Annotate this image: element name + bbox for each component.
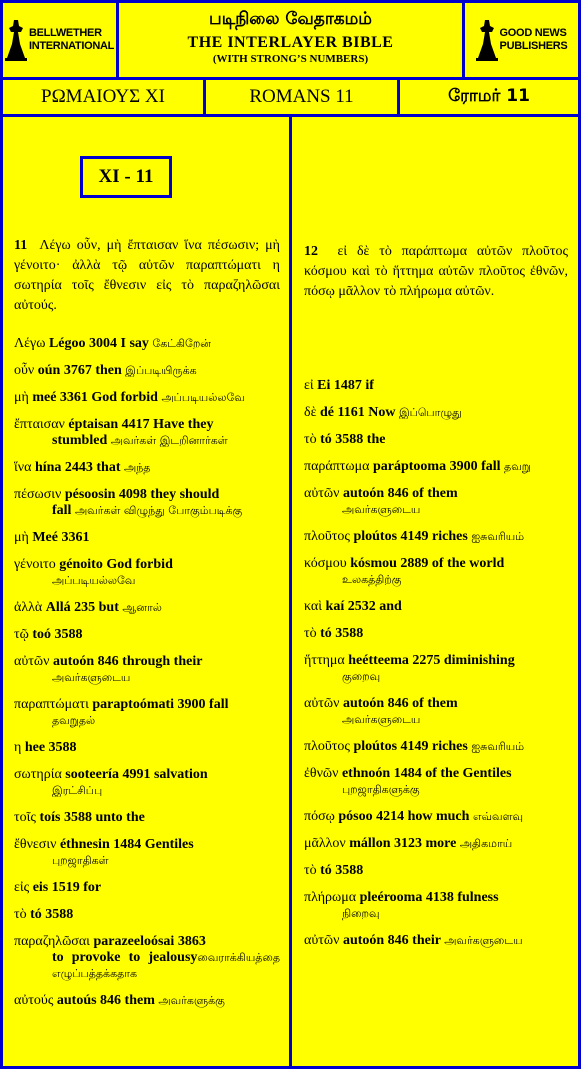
word-entry (14, 460, 280, 476)
word-entry (14, 810, 280, 826)
translit-strongs-gloss: autoón 846 their (339, 933, 445, 948)
good-news-logo (476, 18, 568, 62)
entry-continuation (14, 783, 280, 799)
greek-word: κόσμου (304, 556, 347, 571)
translit-strongs-gloss: génoito God forbid (55, 557, 173, 572)
translit-strongs-gloss: Ei 1487 if (313, 378, 374, 393)
word-entry (304, 486, 568, 518)
book-title-english: ROMANS 11 (206, 80, 397, 114)
translit-strongs-gloss: pósoo 4214 how much (334, 809, 473, 824)
right-logo-line2: PUBLISHERS (499, 40, 568, 52)
tamil-continuation: இரட்சிப்பு (52, 784, 103, 797)
book-title-greek: ΡΩΜΑΙΟΥΣ XI (3, 80, 203, 114)
translit-strongs-gloss: sooteería 4991 salvation (61, 767, 208, 782)
shepherd-figure-icon (476, 18, 498, 62)
tamil-gloss: கேட்கிறேன் (152, 337, 211, 350)
greek-word: ἔθνεσιν (14, 837, 57, 852)
verse-number: 11 (14, 238, 28, 253)
greek-word: η (14, 740, 22, 755)
tamil-gloss: எவ்வளவு (472, 810, 524, 823)
word-entry (14, 600, 280, 616)
greek-word: μὴ (14, 530, 29, 545)
greek-word: πόσῳ (304, 809, 335, 824)
tamil-continuation: அவர்களுடைய (342, 713, 421, 726)
greek-word: αὐτῶν (14, 654, 50, 669)
title-cell (119, 3, 462, 77)
word-entry (14, 336, 280, 352)
entry-continuation (304, 502, 568, 518)
greek-word: πέσωσιν (14, 487, 62, 502)
ram-figure-icon (5, 18, 27, 62)
word-entry (304, 556, 568, 588)
entry-continuation (14, 433, 280, 449)
bellwether-logo (5, 18, 114, 62)
tamil-continuation: அவர்கள் விழுந்து போகும்படிக்கு (74, 504, 243, 517)
word-entry (304, 599, 568, 615)
title-tamil: படிநிலை வேதாகமம் (209, 9, 372, 29)
greek-word: εἰς (14, 880, 30, 895)
greek-word: γένοιτο (14, 557, 56, 572)
greek-word: ἀλλὰ (14, 600, 43, 615)
greek-word: πλοῦτος (304, 529, 350, 544)
translit-strongs-gloss: eis 1519 for (29, 880, 102, 895)
word-entry (14, 363, 280, 379)
english-continuation: stumbled (52, 433, 111, 448)
translit-strongs-gloss: pésoosin 4098 they should (61, 487, 220, 502)
greek-word: τὸ (304, 626, 317, 641)
entry-continuation (14, 950, 280, 982)
translit-strongs-gloss: autoús 846 them (53, 993, 159, 1008)
word-entry (304, 432, 568, 448)
english-continuation: fall (52, 503, 75, 518)
left-word-list (14, 336, 280, 1020)
translit-strongs-gloss: tó 3588 (316, 626, 364, 641)
translit-strongs-gloss: éthnesin 1484 Gentiles (56, 837, 194, 852)
translit-strongs-gloss: éptaisan 4417 Have they (64, 417, 214, 432)
word-entry (304, 863, 568, 879)
greek-word: τὸ (304, 863, 317, 878)
english-continuation: to provoke to jealousy (52, 950, 198, 965)
word-entry (14, 767, 280, 799)
tamil-continuation: அவர்களுடைய (342, 503, 421, 516)
right-logo-cell (465, 3, 578, 77)
word-entry (304, 653, 568, 685)
entry-continuation (14, 573, 280, 589)
word-entry (14, 417, 280, 449)
greek-word: Λέγω (14, 336, 46, 351)
tamil-gloss: தவறு (504, 460, 531, 473)
tamil-continuation: உலகத்திற்கு (342, 573, 402, 586)
word-entry (304, 696, 568, 728)
tamil-gloss: அவர்களுக்கு (158, 994, 225, 1007)
greek-word: αὐτῶν (304, 486, 340, 501)
verse-11 (14, 236, 280, 316)
translit-strongs-gloss: ethnoón 1484 of the Gentiles (338, 766, 512, 781)
entry-continuation (14, 853, 280, 869)
tamil-continuation: புறஜாதிகளுக்கு (342, 783, 420, 796)
left-logo-line1: BELLWETHER (28, 27, 102, 39)
tamil-continuation: நிறைவு (342, 907, 380, 920)
greek-word: ἵνα (14, 460, 32, 475)
translit-strongs-gloss: autoón 846 of them (339, 696, 458, 711)
translit-strongs-gloss: hee 3588 (21, 740, 77, 755)
greek-word: οὖν (14, 363, 35, 378)
tamil-gloss: அதிகமாய் (459, 837, 513, 850)
tamil-continuation: வைராக்கியத்தை எழுப்பத்தக்கதாக (52, 951, 280, 980)
tamil-gloss: ஐசுவரியம் (471, 530, 525, 543)
word-entry (14, 654, 280, 686)
verse-12 (304, 242, 568, 302)
word-entry (14, 487, 280, 519)
greek-word: τὸ (304, 432, 317, 447)
word-entry (14, 907, 280, 923)
translit-strongs-gloss: heétteema 2275 diminishing (344, 653, 515, 668)
greek-word: μᾶλλον (304, 836, 346, 851)
greek-word: πλοῦτος (304, 739, 350, 754)
translit-strongs-gloss: oún 3767 then (34, 363, 126, 378)
translit-strongs-gloss: pleérooma 4138 fulness (356, 890, 499, 905)
entry-continuation (14, 713, 280, 729)
tamil-continuation: அவர்கள் இடறினார்கள் (110, 434, 228, 447)
greek-word: μὴ (14, 390, 29, 405)
translit-strongs-gloss: paraptoómati 3900 fall (88, 697, 229, 712)
translit-strongs-gloss: Meé 3361 (28, 530, 90, 545)
translit-strongs-gloss: tó 3588 (316, 863, 364, 878)
word-entry (304, 626, 568, 642)
greek-word: τοῖς (14, 810, 36, 825)
greek-word: τῷ (14, 627, 29, 642)
translit-strongs-gloss: Allá 235 but (42, 600, 123, 615)
word-entry (14, 530, 280, 546)
word-entry (14, 697, 280, 729)
tamil-continuation: அவர்களுடைய (52, 671, 131, 684)
word-entry (14, 740, 280, 756)
right-word-list (304, 378, 568, 960)
word-entry (14, 627, 280, 643)
chapter-badge: XI - 11 (80, 156, 172, 198)
translit-strongs-gloss: hína 2443 that (31, 460, 125, 475)
translit-strongs-gloss: mállon 3123 more (345, 836, 460, 851)
entry-continuation (14, 670, 280, 686)
word-entry (304, 529, 568, 545)
word-entry (14, 390, 280, 406)
translit-strongs-gloss: dé 1161 Now (316, 405, 399, 420)
greek-word: παραπτώματι (14, 697, 89, 712)
title-main: THE INTERLAYER BIBLE (187, 34, 394, 51)
greek-word: παραζηλῶσαι (14, 934, 90, 949)
word-entry (304, 378, 568, 394)
translit-strongs-gloss: autoón 846 of them (339, 486, 458, 501)
greek-word: αὐτῶν (304, 696, 340, 711)
translit-strongs-gloss: ploútos 4149 riches (349, 739, 472, 754)
greek-word: παράπτωμα (304, 459, 370, 474)
tamil-gloss: ஐசுவரியம் (471, 740, 525, 753)
tamil-gloss: அந்த (124, 461, 151, 474)
entry-continuation (304, 572, 568, 588)
translit-strongs-gloss: tó 3588 the (316, 432, 386, 447)
entry-continuation (304, 782, 568, 798)
verse-number: 12 (304, 244, 318, 259)
word-entry (14, 837, 280, 869)
translit-strongs-gloss: autoón 846 through their (49, 654, 203, 669)
greek-word: ἔπταισαν (14, 417, 65, 432)
translit-strongs-gloss: tó 3588 (26, 907, 74, 922)
greek-word: δὲ (304, 405, 317, 420)
word-entry (304, 766, 568, 798)
title-subtitle: (WITH STRONG’S NUMBERS) (212, 53, 369, 65)
translit-strongs-gloss: meé 3361 God forbid (28, 390, 162, 405)
greek-word: εἰ (304, 378, 314, 393)
tamil-continuation: அப்படியல்லவே (52, 574, 136, 587)
word-entry (304, 809, 568, 825)
translit-strongs-gloss: parazeeloósai 3863 (89, 934, 206, 949)
translit-strongs-gloss: toó 3588 (28, 627, 83, 642)
word-entry (14, 880, 280, 896)
tamil-continuation: குறைவு (342, 670, 381, 683)
greek-word: αὐτῶν (304, 933, 340, 948)
greek-word: πλήρωμα (304, 890, 357, 905)
greek-word: ἐθνῶν (304, 766, 339, 781)
entry-continuation (304, 669, 568, 685)
word-entry (14, 993, 280, 1009)
translit-strongs-gloss: ploútos 4149 riches (349, 529, 472, 544)
word-entry (14, 557, 280, 589)
translit-strongs-gloss: Légoo 3004 I say (45, 336, 153, 351)
greek-word: αὐτούς (14, 993, 54, 1008)
word-entry (304, 933, 568, 949)
entry-continuation (304, 906, 568, 922)
tamil-gloss: அவர்களுடைய (444, 934, 523, 947)
entry-continuation (14, 503, 280, 519)
greek-word: σωτηρία (14, 767, 62, 782)
right-logo-line1: GOOD NEWS (499, 27, 567, 39)
tamil-gloss: ஆனால் (122, 601, 162, 614)
translit-strongs-gloss: kaí 2532 and (322, 599, 402, 614)
greek-word: τὸ (14, 907, 27, 922)
tamil-gloss: இப்படியிருக்க (125, 364, 197, 377)
tamil-gloss: அப்படியல்லவே (161, 391, 245, 404)
translit-strongs-gloss: toís 3588 unto the (35, 810, 145, 825)
tamil-continuation: புறஜாதிகள் (52, 854, 109, 867)
tamil-continuation: தவறுதல் (52, 714, 96, 727)
word-entry (14, 934, 280, 982)
word-entry (304, 459, 568, 475)
word-entry (304, 890, 568, 922)
tamil-gloss: இப்பொழுது (398, 406, 462, 419)
book-title-tamil: ரோமர் 11 (400, 80, 578, 114)
verse-greek-text: εἰ δὲ τὸ παράπτωμα αὐτῶν πλοῦτος κόσμου καὶ τὸ ἥττημα αὐτῶν πλοῦτος ἐθνῶν, πόσῳ μᾶλλον τὸ πλήρωμα αὐτῶν. (304, 244, 569, 299)
greek-word: καὶ (304, 599, 323, 614)
word-entry (304, 836, 568, 852)
verse-greek-text: Λέγω οὖν, μὴ ἔπταισαν ἵνα πέσωσιν; μὴ γένοιτο· ἀλλὰ τῷ αὐτῶν παραπτώματι η σωτηρία τοῖς ἔθνεσιν εἰς τὸ παραζηλῶσαι αὐτούς. (14, 238, 280, 313)
left-logo-line2: INTERNATIONAL (28, 40, 115, 52)
greek-word: ἥττημα (304, 653, 345, 668)
entry-continuation (304, 712, 568, 728)
word-entry (304, 739, 568, 755)
word-entry (304, 405, 568, 421)
translit-strongs-gloss: paráptooma 3900 fall (369, 459, 505, 474)
translit-strongs-gloss: kósmou 2889 of the world (346, 556, 505, 571)
left-logo-cell (3, 3, 116, 77)
